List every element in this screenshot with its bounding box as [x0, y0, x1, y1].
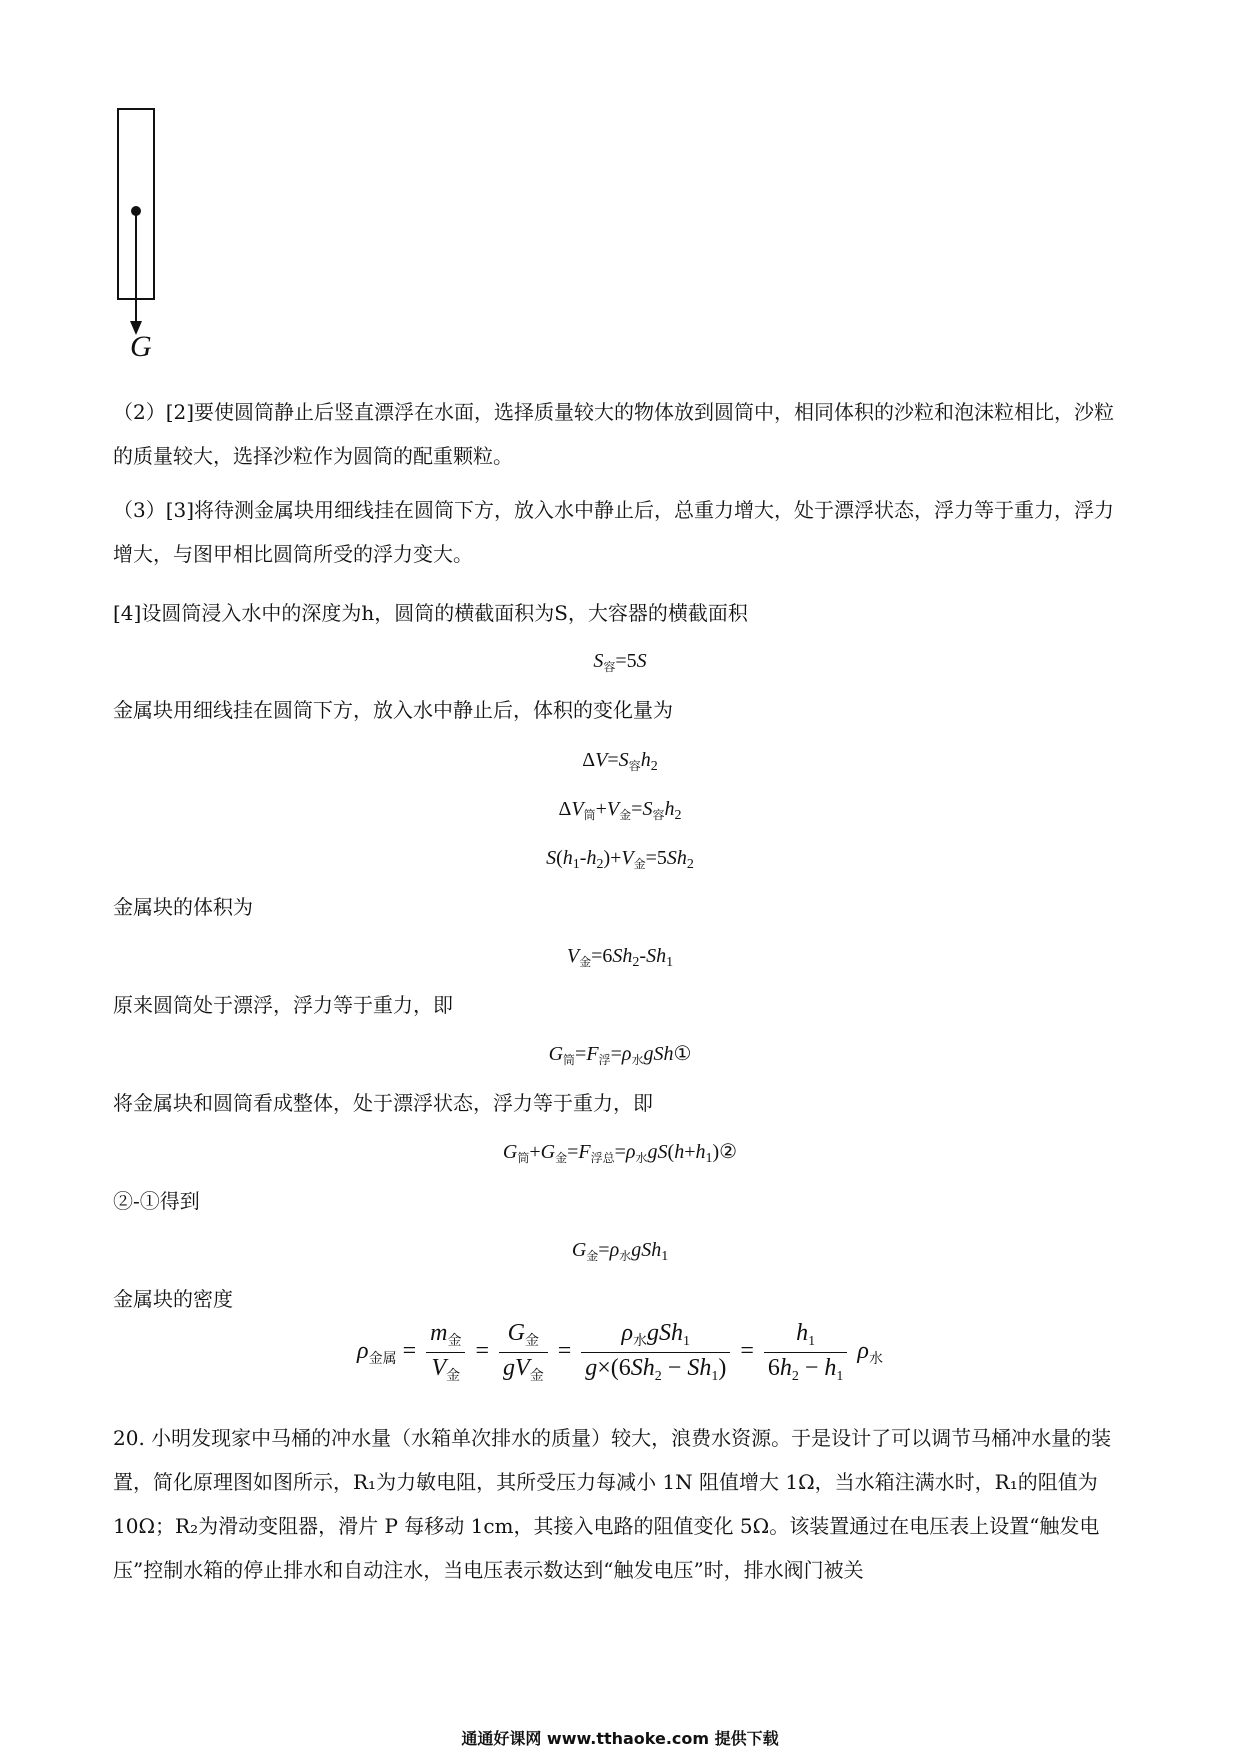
paragraph-2: （2）[2]要使圆筒静止后竖直漂浮在水面，选择质量较大的物体放到圆筒中，相同体积的沙粒和泡沫粒相比，沙粒的质量较大，选择沙粒作为圆筒的配重颗粒。 — [113, 400, 1115, 468]
fraction-g-over-gv: $\frac{G_金}{gV_金}$ — [499, 1320, 548, 1385]
fraction-result: $\frac{h_1}{6h_2 - h_1}$ — [764, 1320, 848, 1385]
density-equation: $\rho_{金属}$ = $\frac{m_金}{V_金}$ = $\frac{G_金}{gV_金}$ = $\frac{\rho_水gSh_1}{g\times(6Sh_2 - Sh_1)}$ = $\frac{h_1}{6h_2 - h_1}$ $\rho_水$ — [357, 1320, 883, 1384]
equation-7: $G_筒+G_金=F_{浮总}=\rho_水gS(h+h_1)②$ — [502, 1141, 738, 1166]
equation-8: $G_金=\rho_水gSh_1$ — [571, 1239, 669, 1264]
equation-6: $G_筒=F_浮=\rho_水gSh①$ — [548, 1043, 692, 1067]
footer-text: 通通好课网 www.tthaoke.com 提供下载 — [461, 1729, 779, 1748]
volume-change-text: 金属块用细线挂在圆筒下方，放入水中静止后，体积的变化量为 — [113, 698, 673, 722]
equation-2: $\Delta V=S_容h_2$ — [582, 749, 658, 774]
question-20: 20. 小明发现家中马桶的冲水量（水箱单次排水的质量）较大，浪费水资源。于是设计了可以调节马桶冲水量的装置，简化原理图如图所示，R₁为力敏电阻，其所受压力每减小 1N 阻值增大 1Ω，当水箱注满水时，R₁的阻值为 10Ω；R₂为滑动变阻器，滑片 P 每移动 1cm，其接入电路的阻值变化 5Ω。该装置通过在电压表上设置“触发电压”控制水箱的停止排水和自动注水，当电压表示数达到“触发电压”时，排水阀门被关 — [113, 1426, 1112, 1582]
equation-3: $\Delta V_筒+V_金=S_容h_2$ — [558, 798, 682, 823]
subtract-text: ②-①得到 — [113, 1189, 200, 1213]
force-label: G — [130, 330, 152, 363]
float-text: 原来圆筒处于漂浮，浮力等于重力，即 — [113, 993, 453, 1017]
equation-1: $S_容=5S$ — [593, 650, 647, 674]
paragraph-4: [4]设圆筒浸入水中的深度为h，圆筒的横截面积为S，大容器的横截面积 — [113, 601, 748, 625]
volume-text: 金属块的体积为 — [113, 895, 253, 919]
equation-5: $V_金=6Sh_2-Sh_1$ — [566, 945, 674, 970]
density-text: 金属块的密度 — [113, 1287, 233, 1311]
equation-4: $S(h_1-h_2)+V_金=5Sh_2$ — [546, 847, 694, 872]
fraction-m-over-v: $\frac{m_金}{V_金}$ — [426, 1320, 465, 1385]
paragraph-3: （3）[3]将待测金属块用细线挂在圆筒下方，放入水中静止后，总重力增大，处于漂浮状态，浮力等于重力，浮力增大，与图甲相比圆筒所受的浮力变大。 — [113, 498, 1115, 566]
fraction-full: $\frac{\rho_水gSh_1}{g\times(6Sh_2 - Sh_1)}$ — [581, 1320, 730, 1385]
whole-text: 将金属块和圆筒看成整体，处于漂浮状态，浮力等于重力，即 — [113, 1091, 653, 1115]
